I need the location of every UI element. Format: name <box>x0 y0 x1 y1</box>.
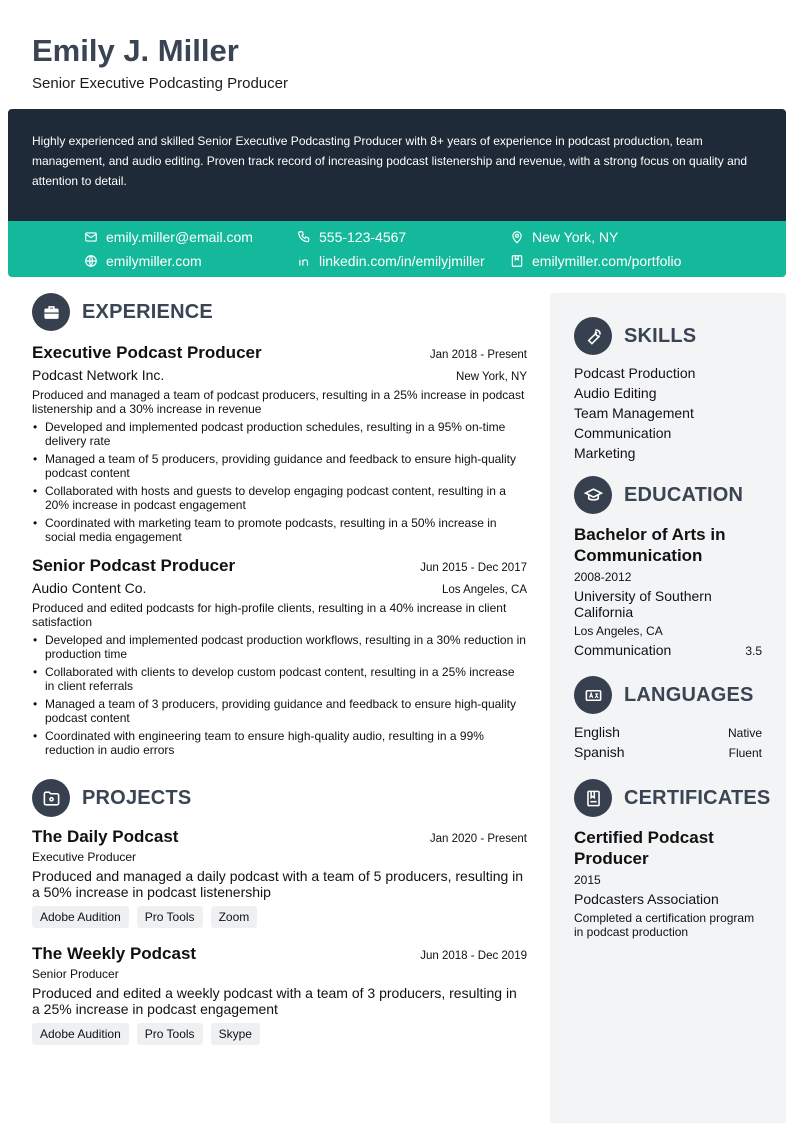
tag: Adobe Audition <box>32 906 129 928</box>
languages-title: LANGUAGES <box>624 683 754 706</box>
bullet-item: • Developed and implemented podcast production workflows, resulting in a 30% reduction in production time <box>32 633 527 661</box>
contact-bar <box>8 221 786 277</box>
candidate-title: Senior Executive Podcasting Producer <box>32 75 288 92</box>
bullet-item: • Developed and implemented podcast production schedules, resulting in a 95% on-time delivery rate <box>32 420 527 448</box>
phone-text: 555-123-4567 <box>319 229 407 245</box>
linkedin-text: linkedin.com/in/emilyjmiller <box>319 253 485 269</box>
experience-title: EXPERIENCE <box>82 300 213 323</box>
email-text: emily.miller@email.com <box>106 229 253 245</box>
project-desc: Produced and edited a weekly podcast with a team of 3 producers, resulting in a 25% increase in podcast engagement <box>32 985 517 1017</box>
job-bullets <box>32 420 527 544</box>
edu-years: 2008-2012 <box>574 570 632 584</box>
briefcase-icon <box>32 293 70 331</box>
edu-location: Los Angeles, CA <box>574 624 663 638</box>
job-bullets <box>32 633 527 757</box>
contact-location <box>510 229 618 245</box>
resume-header <box>32 32 288 92</box>
bullet-item: • Coordinated with marketing team to promote podcasts, resulting in a 50% increase in social media engagement <box>32 516 527 544</box>
job-title: Executive Podcast Producer <box>32 343 262 362</box>
job-entry <box>32 343 527 544</box>
sidebar <box>550 293 786 1123</box>
education-section <box>574 476 762 658</box>
contact-linkedin[interactable] <box>297 253 485 269</box>
job-dates: Jan 2018 - Present <box>429 349 527 361</box>
job-summary: Produced and managed a team of podcast producers, resulting in a 25% increase in podcast listenership and a 30% increase in revenue <box>32 388 525 416</box>
edu-degree: Bachelor of Arts in Communication <box>574 525 726 565</box>
education-title: EDUCATION <box>624 483 744 506</box>
job-location: New York, NY <box>456 371 527 383</box>
skill-item: Audio Editing <box>574 385 657 401</box>
project-dates: Jan 2020 - Present <box>429 833 527 845</box>
edu-school: University of Southern California <box>574 588 712 620</box>
summary-text: Highly experienced and skilled Senior Executive Podcasting Producer with 8+ years of experience in podcast production, team management, and audio editing. Proven track record of increasing podcast listenership and revenue, with a strong focus on quality and attention to detail. <box>32 134 748 188</box>
languages-heading <box>574 676 762 714</box>
project-tags <box>32 1023 527 1045</box>
skills-heading <box>574 317 762 355</box>
project-tags <box>32 906 527 928</box>
bullet-item: • Managed a team of 5 producers, providing guidance and feedback to ensure high-quality podcast content <box>32 452 527 480</box>
translate-icon <box>574 676 612 714</box>
skills-title: SKILLS <box>624 324 697 347</box>
job-summary: Produced and edited podcasts for high-profile clients, resulting in a 40% increase in client satisfaction <box>32 601 507 629</box>
bullet-item: • Coordinated with engineering team to ensure high-quality audio, resulting in a 99% reduction in audio errors <box>32 729 527 757</box>
project-entry <box>32 944 527 1045</box>
job-company: Podcast Network Inc. <box>32 367 165 383</box>
project-entry <box>32 827 527 928</box>
project-title: The Daily Podcast <box>32 827 179 846</box>
language-name: Spanish <box>574 744 625 760</box>
edu-field: Communication <box>574 642 672 658</box>
job-location: Los Angeles, CA <box>441 584 527 596</box>
project-title: The Weekly Podcast <box>32 944 197 963</box>
job-company: Audio Content Co. <box>32 580 147 596</box>
skills-section <box>574 317 762 463</box>
tag: Skype <box>211 1023 260 1045</box>
projects-heading <box>32 779 527 817</box>
experience-heading <box>32 293 527 331</box>
mail-icon <box>84 230 98 244</box>
bullet-item: • Managed a team of 3 producers, providing guidance and feedback to ensure high-quality podcast content <box>32 697 527 725</box>
main-column <box>32 293 527 1045</box>
contact-email[interactable] <box>84 229 253 245</box>
certificates-heading <box>574 779 771 817</box>
website-text: emilymiller.com <box>106 253 202 269</box>
folder-icon <box>32 779 70 817</box>
map-pin-icon <box>510 230 524 244</box>
skill-item: Marketing <box>574 445 636 461</box>
cert-name: Certified Podcast Producer <box>574 828 714 868</box>
graduation-cap-icon <box>574 476 612 514</box>
language-row <box>574 744 762 760</box>
bookmark-icon <box>510 254 524 268</box>
bullet-item: • Collaborated with hosts and guests to develop engaging podcast content, resulting in a 20% increase in podcast engagement <box>32 484 527 512</box>
language-level: Fluent <box>728 746 762 760</box>
contact-portfolio[interactable] <box>510 253 681 269</box>
project-desc: Produced and managed a daily podcast with a team of 5 producers, resulting in a 50% increase in podcast listenership <box>32 868 524 900</box>
language-level: Native <box>727 726 762 740</box>
summary-panel <box>8 109 786 221</box>
cert-issuer: Podcasters Association <box>574 891 719 907</box>
portfolio-text: emilymiller.com/portfolio <box>532 253 682 269</box>
tag: Pro Tools <box>137 906 203 928</box>
certificates-section <box>574 779 771 939</box>
tag: Zoom <box>211 906 258 928</box>
project-role: Executive Producer <box>32 850 137 864</box>
language-name: English <box>574 724 620 740</box>
location-text: New York, NY <box>532 229 619 245</box>
job-dates: Jun 2015 - Dec 2017 <box>420 562 527 574</box>
skills-list <box>574 363 762 463</box>
education-heading <box>574 476 762 514</box>
skill-item: Team Management <box>574 405 694 421</box>
phone-icon <box>297 230 311 244</box>
job-title: Senior Podcast Producer <box>32 556 236 575</box>
skill-item: Podcast Production <box>574 365 696 381</box>
job-entry <box>32 556 527 757</box>
tag: Pro Tools <box>137 1023 203 1045</box>
linkedin-icon <box>297 254 311 268</box>
candidate-name: Emily J. Miller <box>32 33 239 68</box>
languages-section <box>574 676 762 760</box>
projects-title: PROJECTS <box>82 786 192 809</box>
certificates-title: CERTIFICATES <box>624 786 771 809</box>
language-row <box>574 724 762 740</box>
skill-item: Communication <box>574 425 672 441</box>
globe-icon <box>84 254 98 268</box>
contact-website[interactable] <box>84 253 202 269</box>
tag: Adobe Audition <box>32 1023 129 1045</box>
edu-gpa: 3.5 <box>745 644 762 658</box>
wrench-icon <box>574 317 612 355</box>
cert-year: 2015 <box>574 873 601 887</box>
certificate-icon <box>574 779 612 817</box>
edu-field-row <box>574 642 762 658</box>
project-dates: Jun 2018 - Dec 2019 <box>420 950 527 962</box>
cert-desc: Completed a certification program in podcast production <box>574 911 755 939</box>
project-role: Senior Producer <box>32 967 119 981</box>
bullet-item: • Collaborated with clients to develop custom podcast content, resulting in a 25% increase in client referrals <box>32 665 527 693</box>
contact-phone[interactable] <box>297 229 406 245</box>
